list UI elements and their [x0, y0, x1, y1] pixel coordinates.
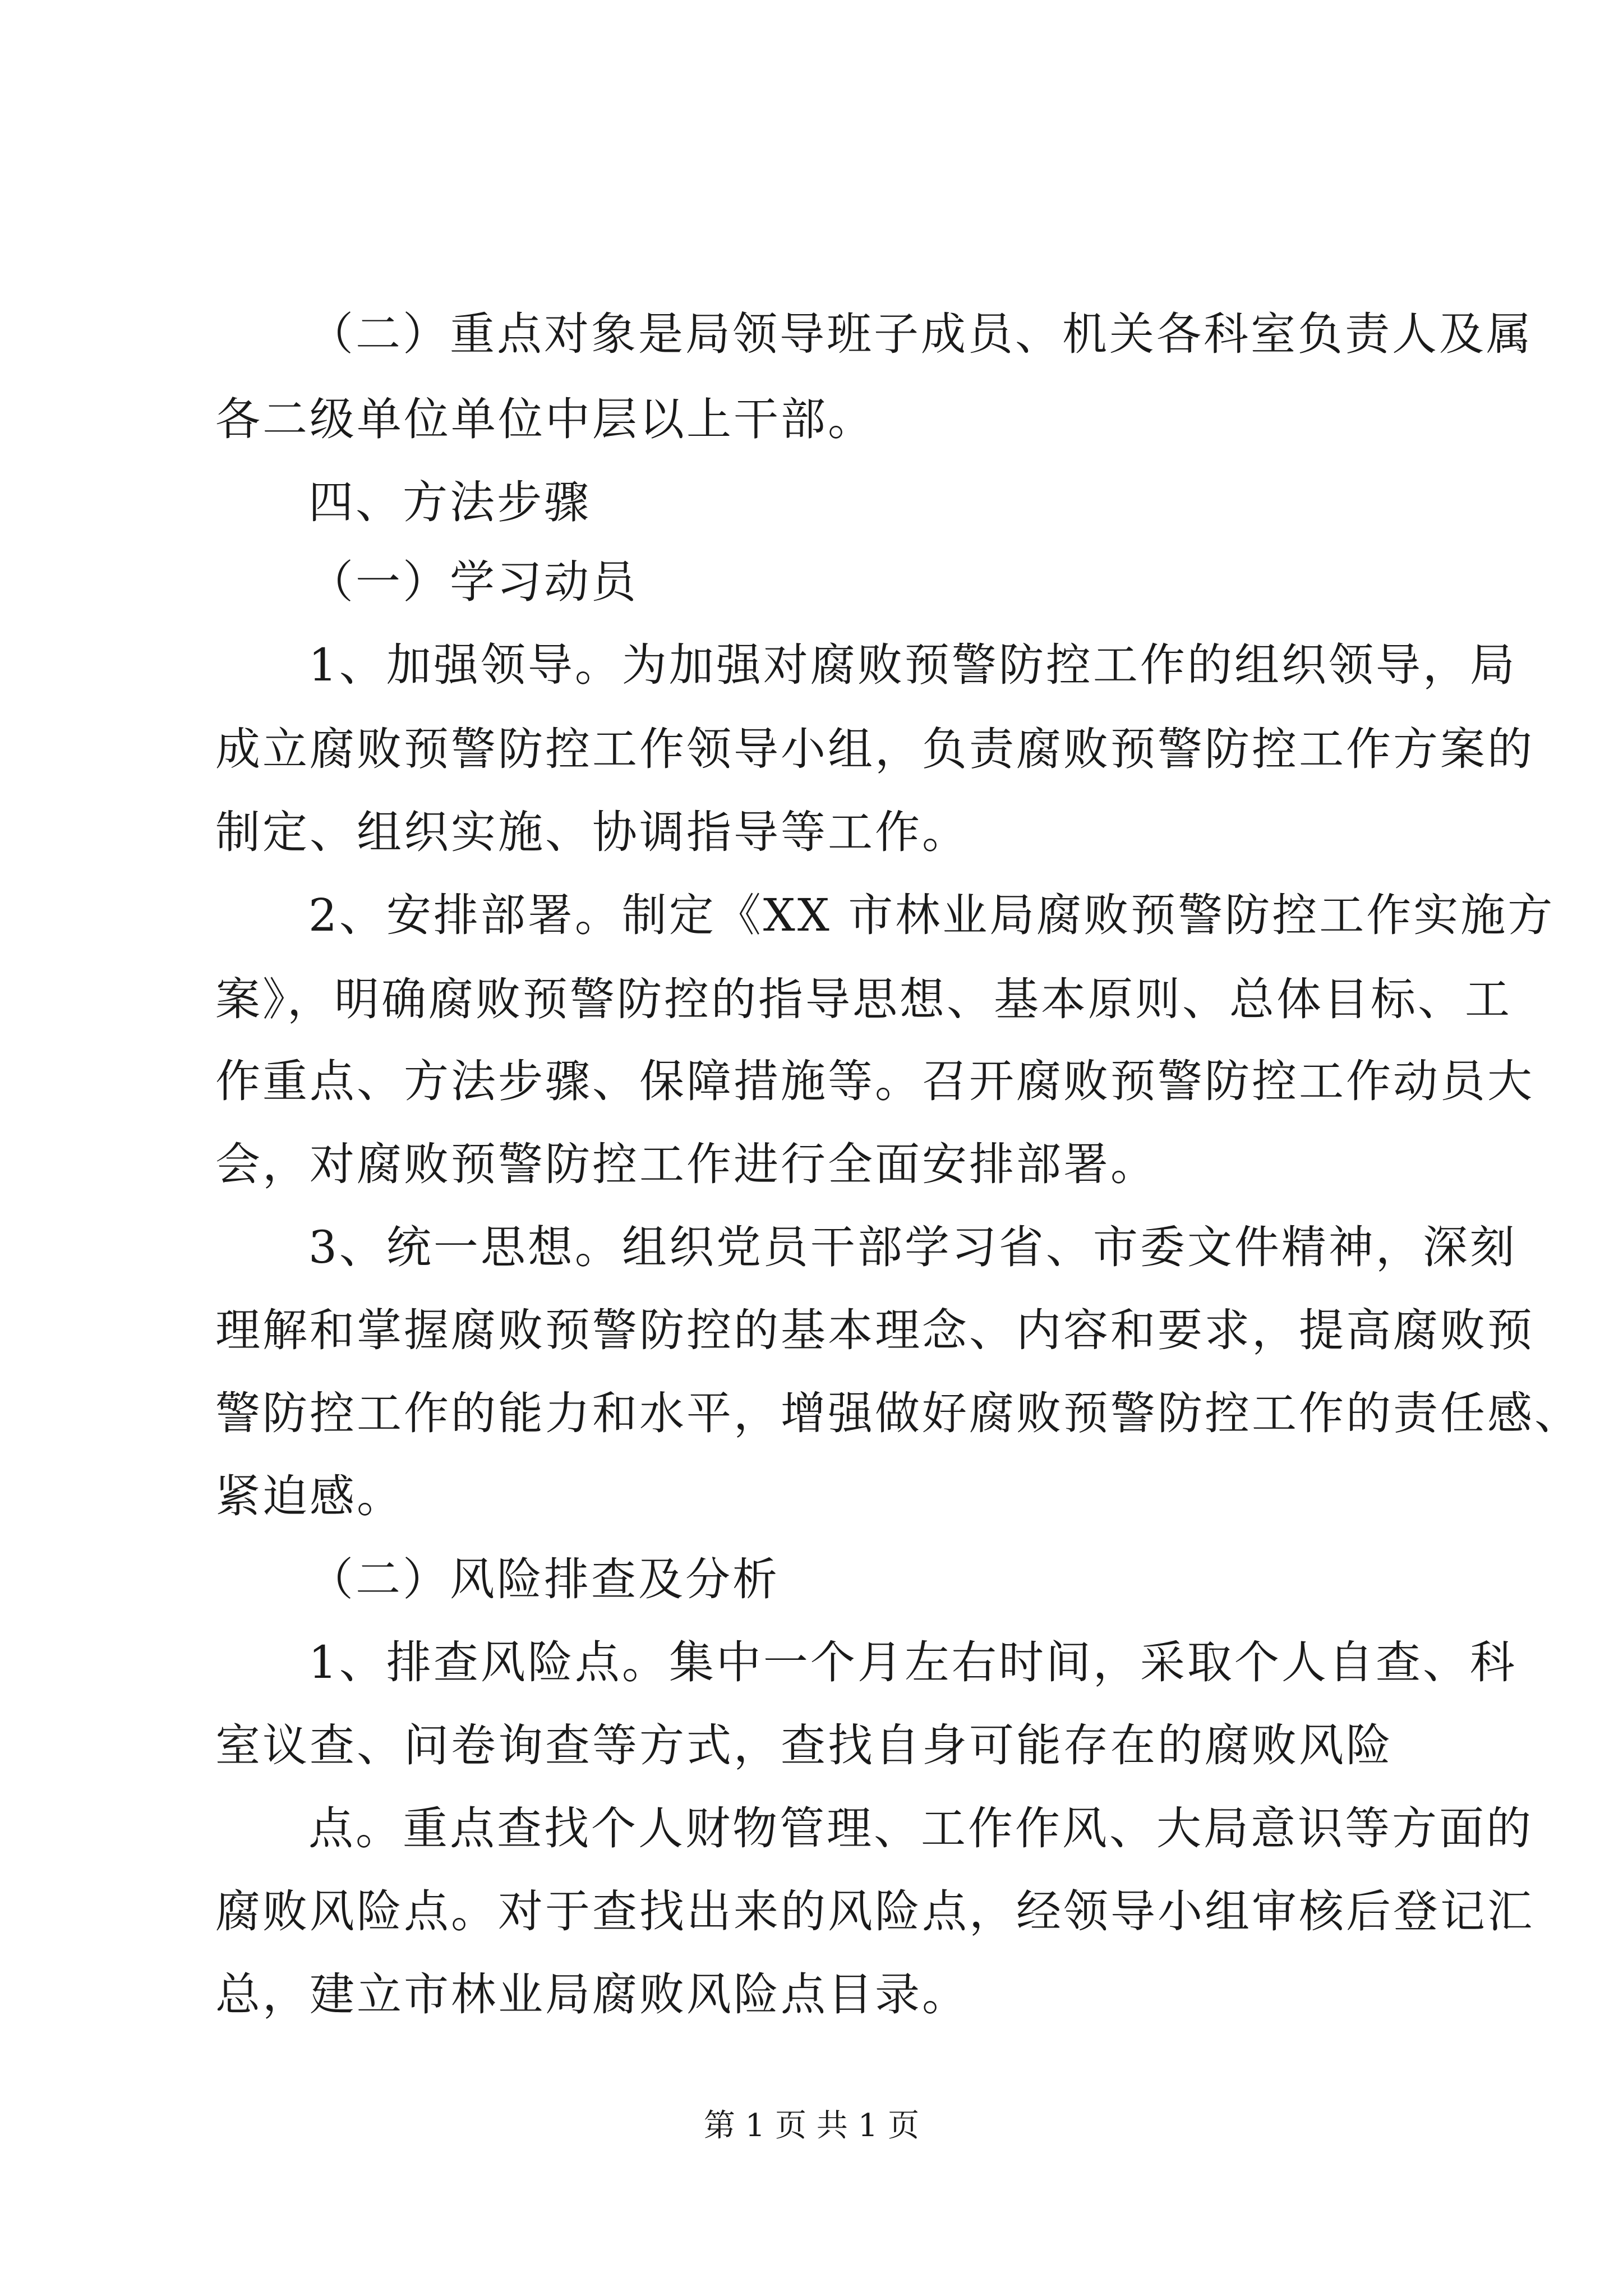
- paragraph-line: 点。重点查找个人财物管理、工作作风、大局意识等方面的: [308, 1802, 1533, 1855]
- paragraph-line: 1、加强领导。为加强对腐败预警防控工作的组织领导，局: [308, 639, 1517, 691]
- paragraph-line: 3、统一思想。组织党员干部学习省、市委文件精神，深刻: [308, 1221, 1517, 1273]
- paragraph-line: 会，对腐败预警防控工作进行全面安排部署。: [215, 1138, 1158, 1190]
- paragraph-line: 警防控工作的能力和水平，增强做好腐败预警防控工作的责任感、: [215, 1387, 1581, 1439]
- paragraph-line: （二）重点对象是局领导班子成员、机关各科室负责人及属: [308, 308, 1533, 360]
- paragraph-line: 作重点、方法步骤、保障措施等。召开腐败预警防控工作动员大: [215, 1055, 1534, 1107]
- paragraph-line: 2、安排部署。制定《XX 市林业局腐败预警防控工作实施方: [308, 889, 1555, 941]
- paragraph-line: 紧迫感。: [215, 1470, 404, 1522]
- paragraph-line: 腐败风险点。对于查找出来的风险点，经领导小组审核后登记汇: [215, 1885, 1534, 1938]
- page-footer: 第 1 页 共 1 页: [703, 2108, 920, 2144]
- subsection-heading: （二）风险排查及分析: [308, 1553, 780, 1605]
- paragraph-line: 各二级单位单位中层以上干部。: [215, 393, 875, 445]
- paragraph-line: 室议查、问卷询查等方式，查找自身可能存在的腐败风险: [215, 1719, 1393, 1772]
- paragraph-line: 成立腐败预警防控工作领导小组，负责腐败预警防控工作方案的: [215, 723, 1534, 775]
- paragraph-line: 理解和掌握腐败预警防控的基本理念、内容和要求，提高腐败预: [215, 1304, 1534, 1356]
- subsection-heading: （一）学习动员: [308, 556, 638, 608]
- paragraph-line: 1、排查风险点。集中一个月左右时间，采取个人自查、科: [308, 1636, 1517, 1688]
- paragraph-line: 案》，明确腐败预警防控的指导思想、基本原则、总体目标、工: [215, 973, 1512, 1025]
- paragraph-line: 制定、组织实施、协调指导等工作。: [215, 806, 969, 858]
- section-heading: 四、方法步骤: [308, 476, 591, 528]
- paragraph-line: 总，建立市林业局腐败风险点目录。: [215, 1968, 969, 2021]
